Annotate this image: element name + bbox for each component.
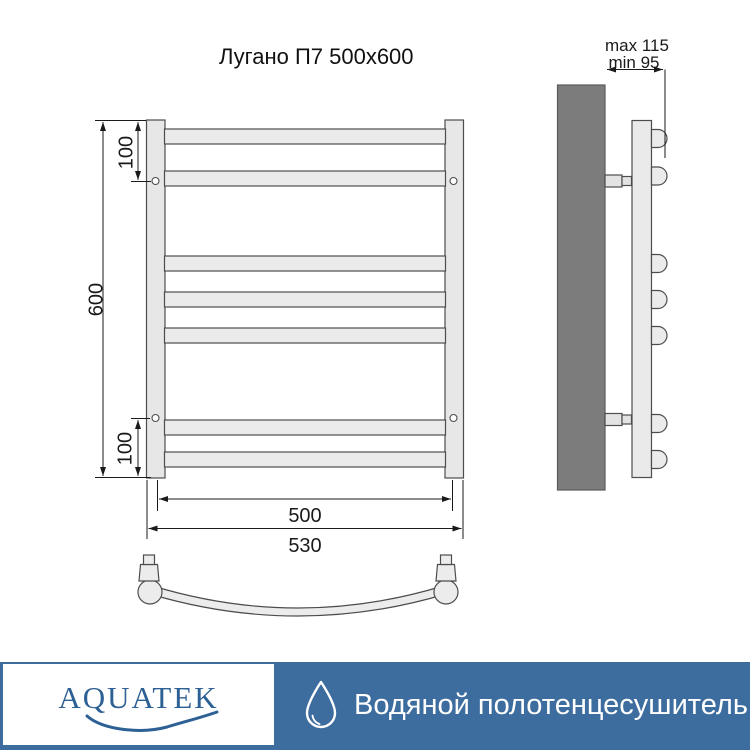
corner-fitting <box>434 580 458 604</box>
rail <box>165 171 446 186</box>
side-view <box>558 85 668 490</box>
pipe-stub <box>144 555 155 565</box>
left-post <box>147 120 166 478</box>
rail <box>165 420 446 435</box>
fitting-neck <box>436 565 456 582</box>
front-view <box>147 120 464 478</box>
water-drop-icon <box>301 679 341 731</box>
right-post <box>445 120 464 478</box>
curved-rail <box>150 586 446 616</box>
dim-depth-max: max 115 <box>605 36 669 55</box>
rail-ends <box>652 130 668 469</box>
brand-logo-swoosh <box>3 664 274 745</box>
dim-bottom-offset-100: 100 <box>114 431 137 466</box>
pipe-stub <box>441 555 452 565</box>
rail <box>165 129 446 144</box>
bottom-view <box>138 555 458 616</box>
wall <box>558 85 606 490</box>
rails <box>165 129 446 467</box>
dim-width-530: 530 <box>288 535 322 557</box>
corner-fitting <box>138 580 162 604</box>
dim-height-600: 600 <box>85 282 108 317</box>
rail <box>165 452 446 467</box>
drawing-title: Лугано П7 500x600 <box>219 44 414 69</box>
brand-band <box>0 662 750 750</box>
rail <box>165 292 446 307</box>
product-type-text: Водяной полотенцесушитель <box>354 688 748 721</box>
fitting-neck <box>139 565 159 582</box>
rail <box>165 328 446 343</box>
dim-depth-min: min 95 <box>608 53 660 72</box>
rail <box>165 256 446 271</box>
side-collector <box>632 121 652 478</box>
brackets <box>605 175 632 426</box>
dim-width-500: 500 <box>288 505 322 527</box>
logo-box <box>3 664 274 745</box>
dim-top-offset-100: 100 <box>115 135 138 170</box>
brand-logo-text: AQUATEK <box>58 680 219 715</box>
